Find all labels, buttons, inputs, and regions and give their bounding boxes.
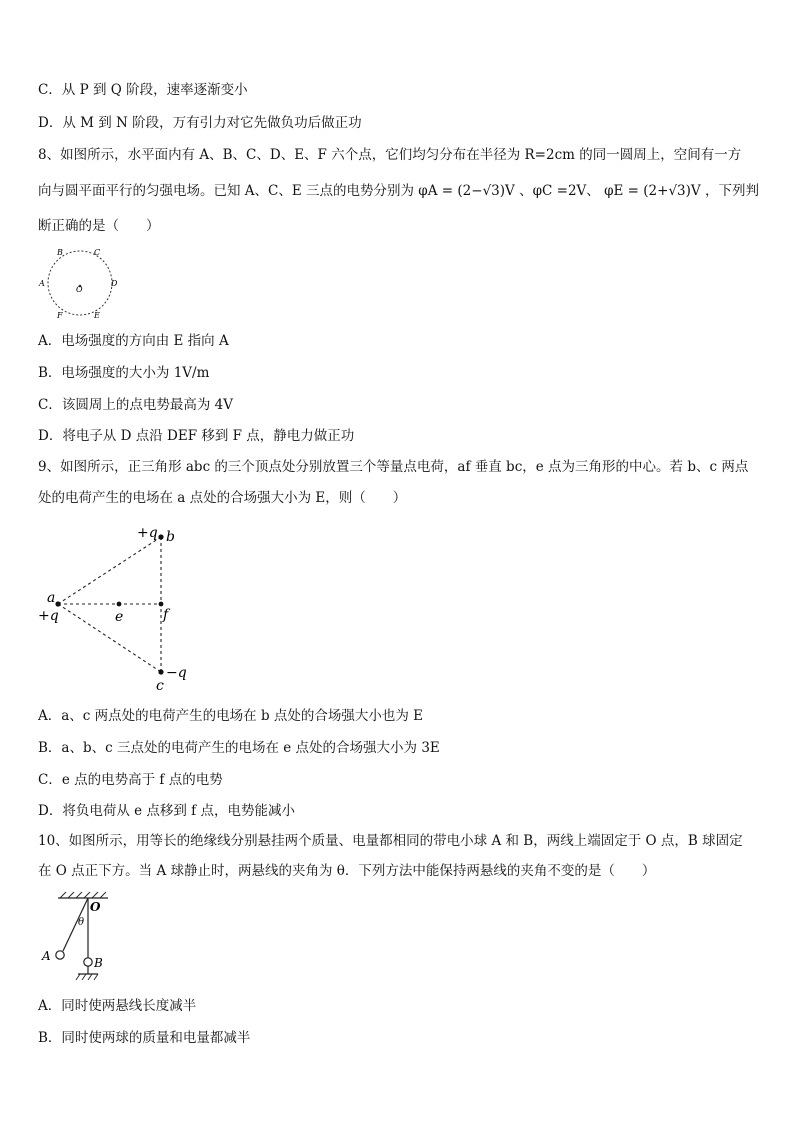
q9-label-b-charge: +q [137, 525, 158, 541]
q7-option-d: D．从 M 到 N 阶段，万有引力对它先做负功后做正功 [38, 115, 362, 131]
q7-option-c: C．从 P 到 Q 阶段，速率逐渐变小 [38, 82, 248, 98]
q9-label-a-charge: +q [38, 608, 59, 624]
q8-option-d: D．将电子从 D 点沿 DEF 移到 F 点，静电力做正功 [38, 428, 355, 444]
q10-stem-line2: 在 O 点正下方。当 A 球静止时，两悬线的夹角为 θ．下列方法中能保持两悬线的夹角不变的是（ ） [38, 863, 656, 879]
q8-stem-line1: 8、如图所示，水平面内有 A、B、C、D、E、F 六个点，它们均匀分布在半径为 R=2cm 的同一圆周上，空间有一方 [38, 147, 742, 163]
q9-label-f: f [163, 607, 169, 623]
q8-circle-figure [36, 244, 126, 324]
q8-stem-line3: 断正确的是（ ） [38, 218, 160, 234]
q9-option-c: C．e 点的电势高于 f 点的电势 [38, 772, 223, 788]
q8-option-c: C．该圆周上的点电势最高为 4V [38, 397, 233, 413]
q10-label-a: A [42, 949, 51, 963]
q10-option-b: B．同时使两球的质量和电量都减半 [38, 1030, 251, 1046]
q10-label-theta: θ [78, 917, 85, 928]
q10-option-a: A．同时使两悬线长度减半 [38, 998, 197, 1014]
q9-label-c: c [156, 678, 164, 694]
q9-stem-line2: 处的电荷产生的电场在 a 点处的合场强大小为 E，则（ ） [38, 490, 407, 506]
q8-label-e: E [94, 311, 100, 320]
q8-label-a: A [39, 279, 45, 288]
q8-stem-line2: 向与圆平面平行的匀强电场。已知 A、C、E 三点的电势分别为 φA = (2−√3)V 、φC =2V、 φE = (2+√3)V ，下列判 [38, 183, 759, 199]
q9-option-b: B．a、b、c 三点处的电荷产生的电场在 e 点处的合场强大小为 3E [38, 740, 440, 756]
q10-label-o: O [90, 900, 101, 914]
q9-label-b: b [166, 529, 175, 545]
q8-option-b: B．电场强度的大小为 1V/m [38, 365, 210, 381]
q9-option-d: D．将负电荷从 e 点移到 f 点，电势能减小 [38, 803, 295, 819]
q10-pendulum-figure [36, 890, 116, 982]
q8-label-d: D [111, 279, 118, 288]
q9-label-a: a [47, 590, 56, 606]
q10-label-b: B [94, 956, 103, 970]
q8-option-a: A．电场强度的方向由 E 指向 A [38, 333, 229, 349]
q9-stem-line1: 9、如图所示，正三角形 abc 的三个顶点处分别放置三个等量点电荷，af 垂直 bc，e 点为三角形的中心。若 b、c 两点 [38, 459, 749, 475]
q9-label-e: e [115, 609, 124, 625]
q10-stem-line1: 10、如图所示，用等长的绝缘线分别悬挂两个质量、电量都相同的带电小球 A 和 B，两线上端固定于 O 点，B 球固定 [38, 833, 743, 849]
q8-label-o: O [76, 285, 83, 294]
q9-option-a: A．a、c 两点处的电荷产生的电场在 b 点处的合场强大小也为 E [38, 708, 424, 724]
q8-label-f: F [57, 311, 63, 320]
q9-triangle-figure [30, 520, 200, 696]
q8-label-b: B [57, 248, 63, 257]
q8-label-c: C [94, 248, 101, 257]
q9-label-c-charge: −q [166, 665, 187, 681]
